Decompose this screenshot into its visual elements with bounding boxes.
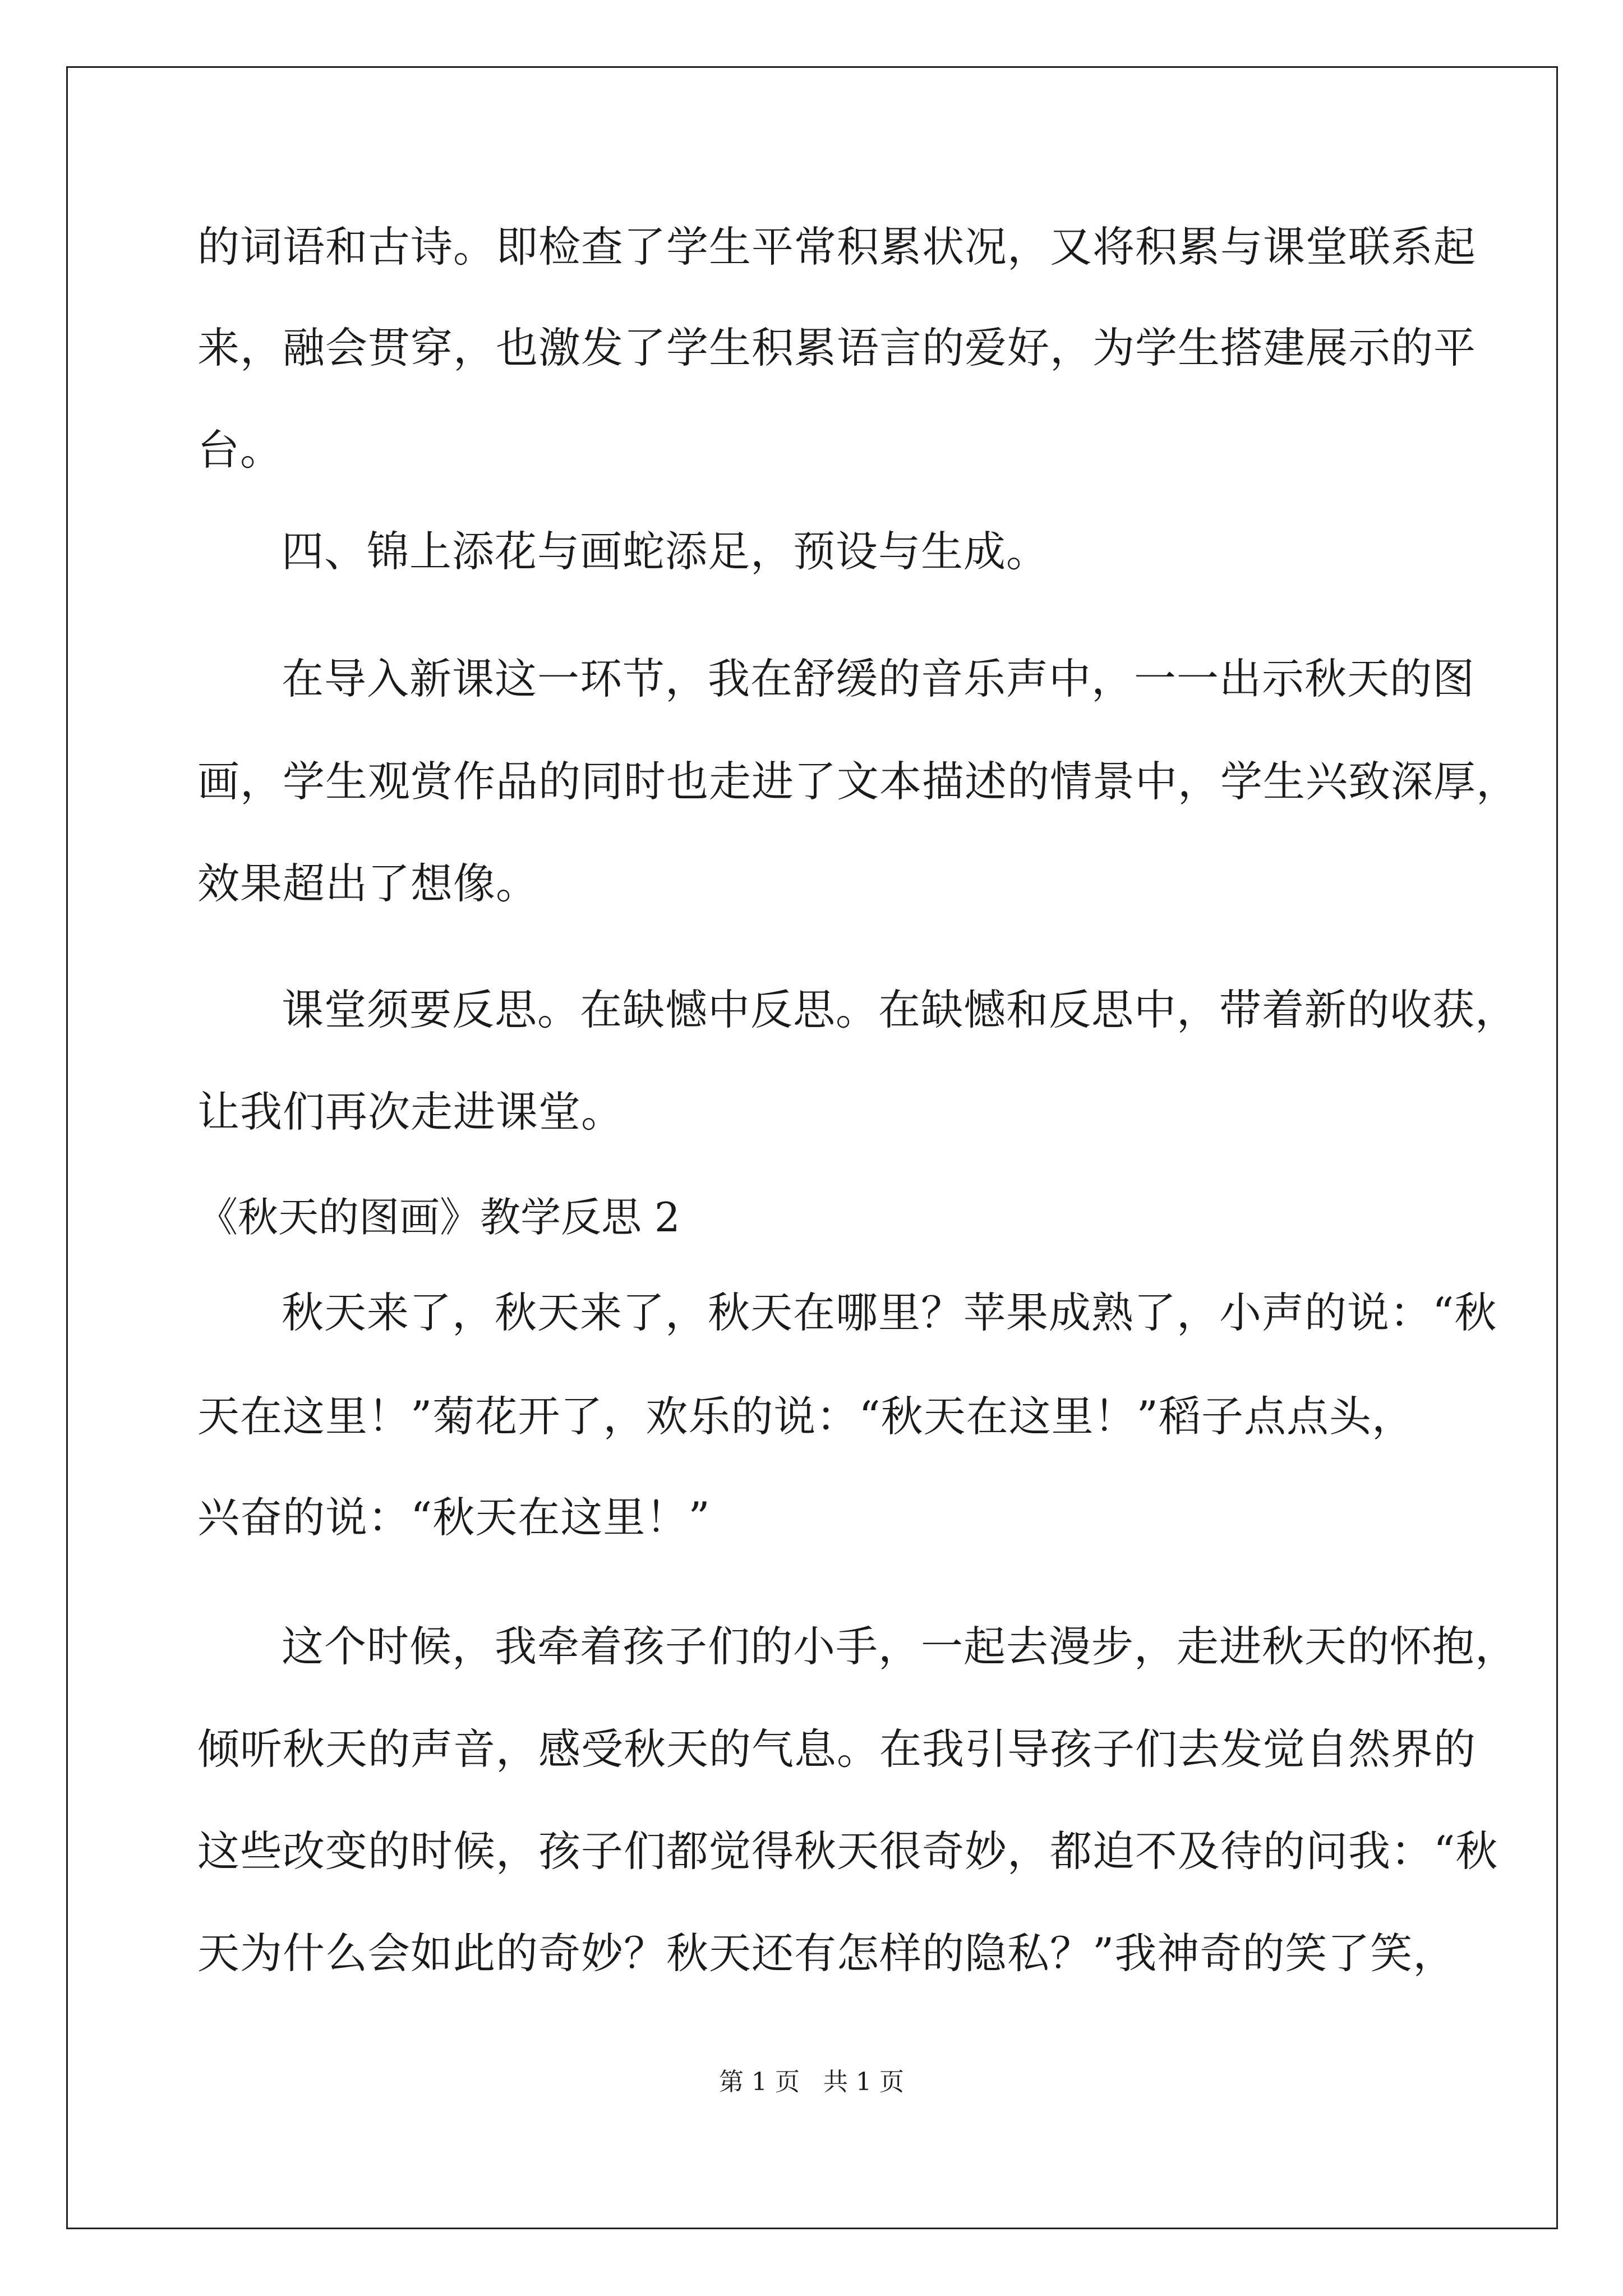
section-heading: 《秋天的图画》教学反思 2: [197, 1194, 680, 1241]
paragraph-line: 四、锦上添花与画蛇添足，预设与生成。: [282, 527, 1049, 576]
page-footer: 第 1 页 共 1 页: [719, 2068, 904, 2096]
paragraph-line: 台。: [197, 425, 283, 475]
paragraph-line: 兴奋的说：“秋天在这里！”: [197, 1493, 711, 1542]
paragraph-line: 天为什么会如此的奇妙？秋天还有怎样的隐私？”我神奇的笑了笑，: [197, 1929, 1456, 1978]
paragraph-line: 天在这里！”菊花开了，欢乐的说：“秋天在这里！”稻子点点头，: [197, 1392, 1415, 1441]
paragraph-line: 让我们再次走进课堂。: [197, 1087, 624, 1137]
page-border: [66, 66, 1558, 2229]
paragraph-line: 倾听秋天的声音，感受秋天的气息。在我引导孩子们去发觉自然界的: [197, 1724, 1477, 1774]
paragraph-line: 这些改变的时候，孩子们都觉得秋天很奇妙，都迫不及待的问我：“秋: [197, 1826, 1498, 1876]
paragraph-line: 这个时候，我牵着孩子们的小手，一起去漫步，走进秋天的怀抱，: [282, 1622, 1518, 1671]
paragraph-line: 秋天来了，秋天来了，秋天在哪里？苹果成熟了，小声的说：“秋: [282, 1288, 1497, 1337]
paragraph-line: 在导入新课这一环节，我在舒缓的音乐声中，一一出示秋天的图: [282, 654, 1476, 703]
paragraph-line: 来，融会贯穿，也激发了学生积累语言的爱好，为学生搭建展示的平: [197, 323, 1477, 372]
paragraph-line: 课堂须要反思。在缺憾中反思。在缺憾和反思中，带着新的收获，: [282, 985, 1518, 1034]
paragraph-line: 效果超出了想像。: [197, 859, 539, 908]
paragraph-line: 的词语和古诗。即检查了学生平常积累状况，又将积累与课堂联系起: [197, 222, 1477, 272]
paragraph-line: 画，学生观赏作品的同时也走进了文本描述的情景中，学生兴致深厚，: [197, 757, 1519, 806]
